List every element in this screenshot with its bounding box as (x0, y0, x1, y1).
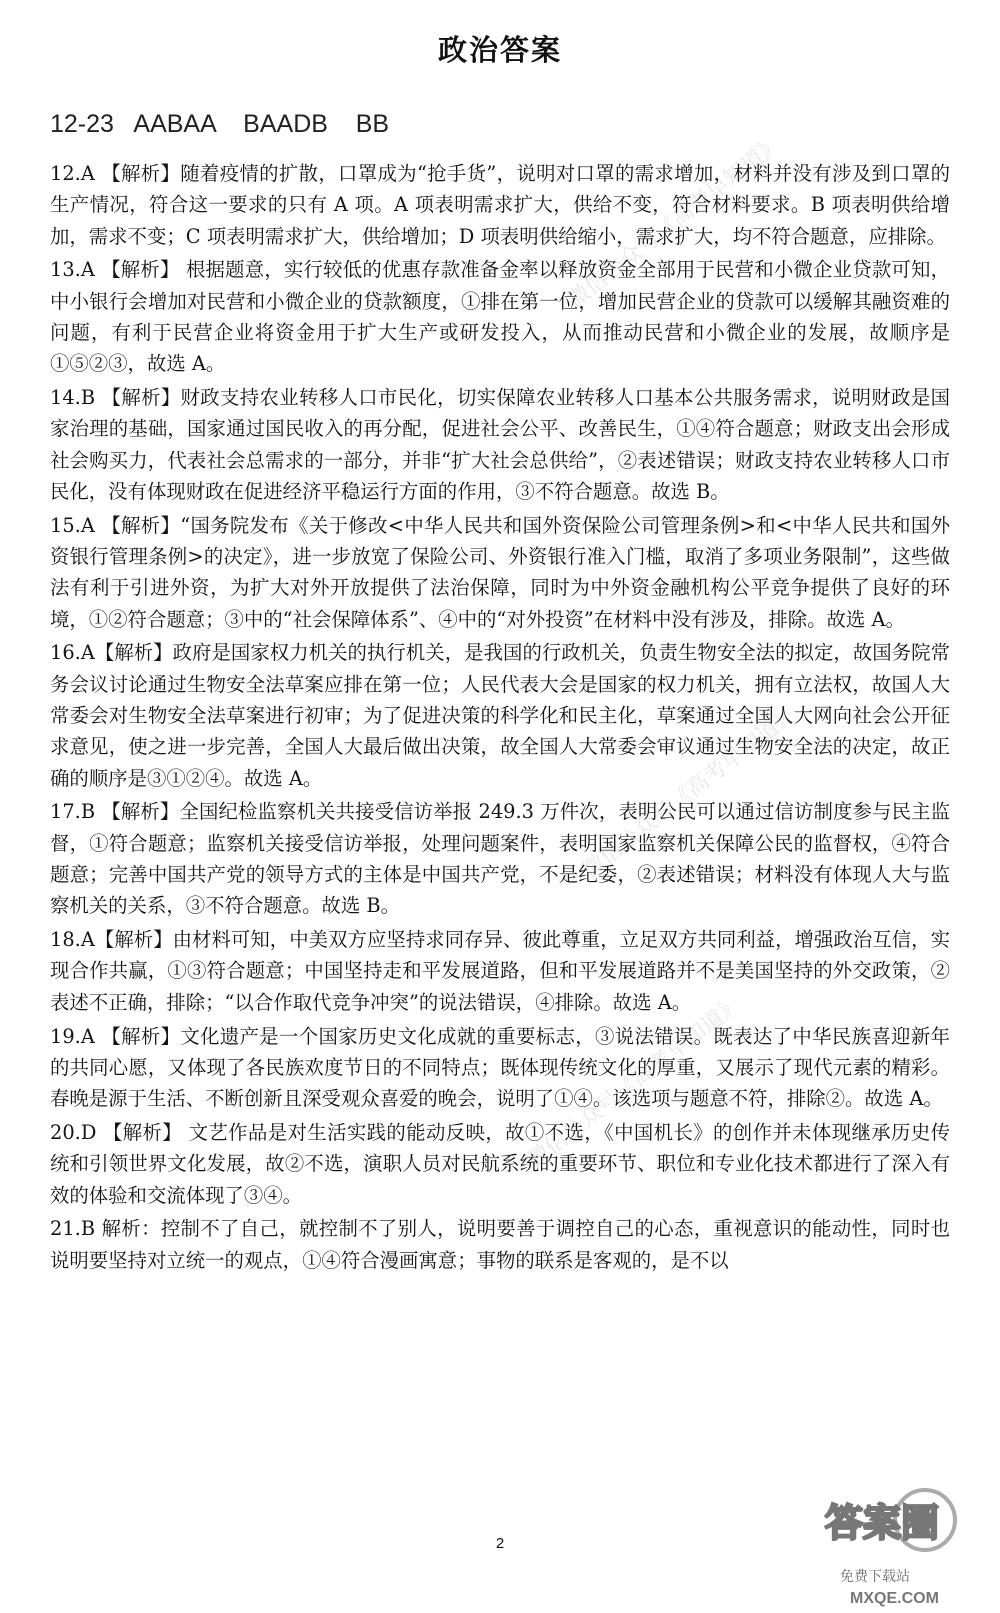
answer-key: 12-23 AABAA BAADB BB (50, 110, 390, 138)
explanation-q15: 15.A 【解析】“国务院发布《关于修改<中华人民共和国外资保险公司管理条例>和<中华人民共和国外资银行管理条例>的决定》，进一步放宽了保险公司、外资银行准入门槛，取消了多项业务限制”，这些做法有利于引进外资，为扩大对外开放提供了法治保障，同时为中外资金融机构公平竞争提供了良好的环境，①②符合题意；③中的“社会保障体系”、④中的“对外投资”在材料中没有涉及，排除。故选 A。 (50, 513, 950, 631)
explanation-q20: 20.D 【解析】 文艺作品是对生活实践的能动反映，故①不选，《中国机长》的创作并未体现继承历史传统和引领世界文化发展，故②不选，演职人员对民航系统的重要环节、职位和专业化技术都进行了深入有效的体验和交流体现了③④。 (50, 1120, 950, 1207)
explanation-q17: 17.B 【解析】全国纪检监察机关共接受信访举报 249.3 万件次，表明公民可以通过信访制度参与民主监督，①符合题意；监察机关接受信访举报，处理问题案件，表明国家监察机关保障公民的监督权，④符合题意；完善中国共产党的领导方式的主体是中国共产党，不是纪委，②表述错误；材料没有体现人大与监察机关的关系，③不符合题意。故选 B。 (50, 800, 950, 918)
explanation-q12: 12.A 【解析】随着疫情的扩散，口罩成为“抢手货”，说明对口罩的需求增加，材料并没有涉及到口罩的生产情况，符合这一要求的只有 A 项。A 项表明需求扩大，供给不变，符合材料要求。B 项表明供给增加，需求不变；C 项表明需求扩大，供给增加；D 项表明供给缩小，需求扩大，均不符合题意，应排除。 (50, 162, 950, 248)
logo-subtitle: 免费下载站 (840, 1569, 910, 1585)
logo-url: MXQE.COM (850, 1590, 939, 1607)
answer-explanations (50, 158, 950, 1278)
explanation-q16: 16.A【解析】政府是国家权力机关的执行机关，是我国的行政机关，负责生物安全法的拟定，故国务院常务会议讨论通过生物安全法草案应排在第一位；人民代表大会是国家的权力机关，拥有立法权，故国人大常委会对生物安全法草案进行初审；为了促进决策的科学化和民主化，草案通过全国人大网向社会公开征求意见，使之进一步完善，全国人大最后做出决策，故全国人大常委会审议通过生物安全法的决定，故正确的顺序是③①②④。故选 A。 (50, 641, 950, 790)
watermark: 微信公众号《高考早知道》 (578, 701, 802, 884)
explanation-q19: 19.A 【解析】文化遗产是一个国家历史文化成就的重要标志，③说法错误。既表达了中华民族喜迎新年的共同心愿，又体现了各民族欢度节日的不同特点；既体现传统文化的厚重，又展示了现代元素的精彩。春晚是源于生活、不断创新且深受观众喜爱的晚会，说明了①④。该选项与题意不符，排除②。故选 A。 (50, 1024, 950, 1111)
page-title: 政治答案 (437, 33, 562, 67)
watermark: 微信公众号《高考早知道》 (563, 131, 787, 314)
explanation-q14: 14.B 【解析】财政支持农业转移人口市民化，切实保障农业转移人口基本公共服务需求，说明财政是国家治理的基础，国家通过国民收入的再分配，促进社会公平、改善民生，①④符合题意；财政支出会形成社会购买力，代表社会总需求的一部分，并非“扩大社会总供给”，②表述错误；财政支持农业转移人口市民化，没有体现财政在促进经济平稳运行方面的作用，③不符合题意。故选 B。 (50, 386, 950, 503)
page-number: 2 (495, 1535, 505, 1552)
explanation-q18: 18.A【解析】由材料可知，中美双方应坚持求同存异、彼此尊重，立足双方共同利益，增强政治互信，实现合作共赢，①③符合题意；中国坚持走和平发展道路，但和平发展道路并不是美国坚持的外交政策，②表述不正确，排除；“以合作取代竞争冲突”的说法错误，④排除。故选 A。 (50, 928, 950, 1014)
explanation-q13: 13.A 【解析】 根据题意，实行较低的优惠存款准备金率以释放资金全部用于民营和小微企业贷款可知，中小银行会增加对民营和小微企业的贷款额度，①排在第一位，增加民营企业的贷款可以缓解其融资难的问题，有利于民营企业将资金用于扩大生产或研发投入，从而推动民营和小微企业的发展，故顺序是①⑤②③，故选 A。 (50, 258, 950, 376)
explanation-q21: 21.B 解析：控制不了自己，就控制不了别人，说明要善于调控自己的心态，重视意识的能动性，同时也说明要坚持对立统一的观点，①④符合漫画寓意；事物的联系是客观的，是不以 (50, 1217, 950, 1272)
watermark: 微信公众号《高考早知道》 (523, 991, 747, 1174)
logo-text: 答案圈 (825, 1501, 940, 1545)
